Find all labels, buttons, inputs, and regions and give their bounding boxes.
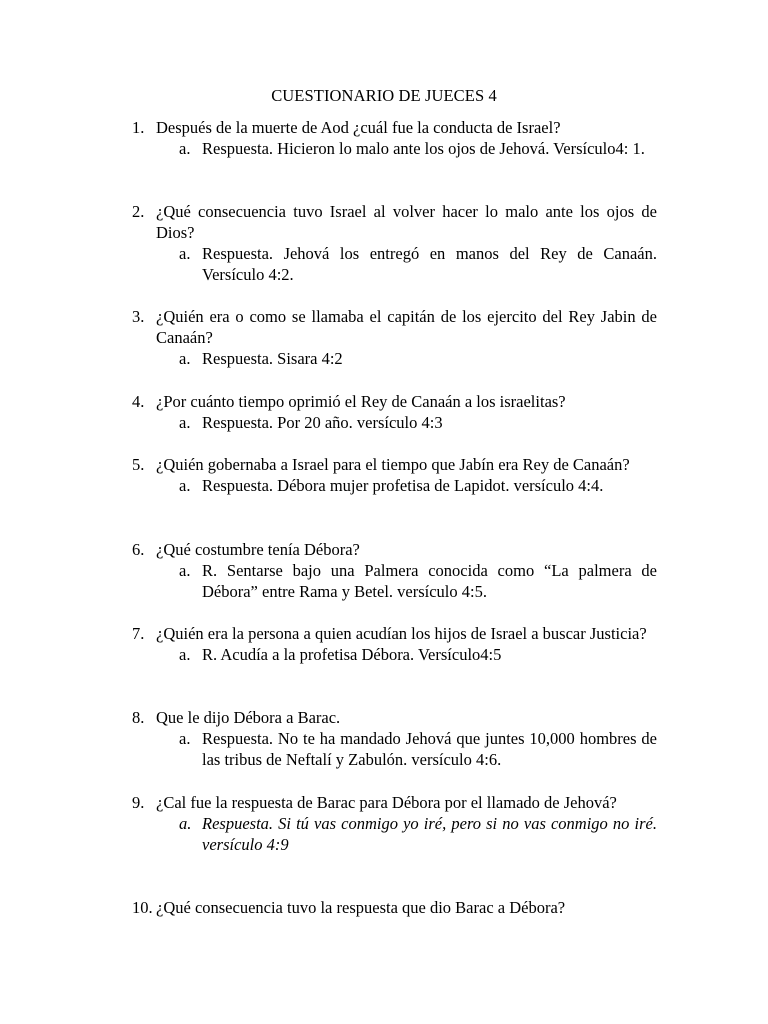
- question-item: [132, 201, 657, 285]
- question-number: 3.: [132, 307, 145, 326]
- question-item: [132, 454, 657, 496]
- answer-item: [179, 412, 657, 433]
- answer-letter: a.: [179, 139, 191, 158]
- answer-item: [179, 475, 657, 496]
- question-item: [132, 707, 657, 770]
- answer-item: [179, 138, 657, 159]
- question-item: [132, 792, 657, 855]
- question-item: [132, 539, 657, 602]
- answer-letter: a.: [179, 476, 191, 495]
- question-item: [132, 306, 657, 369]
- question-number: 6.: [132, 540, 145, 559]
- question-item: [132, 623, 657, 665]
- answer-item: [179, 728, 657, 770]
- answer-letter: a.: [179, 814, 192, 833]
- question-number: 1.: [132, 118, 145, 137]
- answer-text: Respuesta. Por 20 año. versículo 4:3: [202, 413, 443, 432]
- answer-letter: a.: [179, 561, 191, 580]
- answer-text: R. Sentarse bajo una Palmera conocida como “La palmera de Débora” entre Rama y Betel. versículo 4:5.: [202, 561, 657, 601]
- question-item: [132, 897, 657, 918]
- question-number: 4.: [132, 392, 145, 411]
- question-number: 9.: [132, 793, 145, 812]
- question-number: 5.: [132, 455, 145, 474]
- question-text: ¿Quién era o como se llamaba el capitán de los ejercito del Rey Jabin de Canaán?: [156, 307, 657, 347]
- answer-text: R. Acudía a la profetisa Débora. Versículo4:5: [202, 645, 502, 664]
- answer-item: [179, 243, 657, 285]
- answer-item: [179, 560, 657, 602]
- answer-item: [179, 644, 657, 665]
- question-text: ¿Qué consecuencia tuvo Israel al volver hacer lo malo ante los ojos de Dios?: [156, 202, 657, 242]
- answer-text: Respuesta. Jehová los entregó en manos del Rey de Canaán. Versículo 4:2.: [202, 244, 657, 284]
- answer-letter: a.: [179, 645, 191, 664]
- question-text: ¿Qué consecuencia tuvo la respuesta que dio Barac a Débora?: [156, 898, 566, 917]
- answer-letter: a.: [179, 413, 191, 432]
- answer-letter: a.: [179, 244, 191, 263]
- question-text: Que le dijo Débora a Barac.: [156, 708, 341, 727]
- answer-text: Respuesta. No te ha mandado Jehová que juntes 10,000 hombres de las tribus de Neftalí y Zabulón. versículo 4:6.: [202, 729, 657, 769]
- question-text: Después de la muerte de Aod ¿cuál fue la conducta de Israel?: [156, 118, 561, 137]
- question-number: 7.: [132, 624, 145, 643]
- answer-text: Respuesta. Sisara 4:2: [202, 349, 343, 368]
- question-text: ¿Por cuánto tiempo oprimió el Rey de Canaán a los israelitas?: [156, 392, 566, 411]
- question-number: 8.: [132, 708, 145, 727]
- answer-letter: a.: [179, 729, 191, 748]
- answer-letter: a.: [179, 349, 191, 368]
- question-item: [132, 391, 657, 433]
- answer-text: Respuesta. Si tú vas conmigo yo iré, pero si no vas conmigo no iré. versículo 4:9: [202, 814, 657, 854]
- answer-text: Respuesta. Débora mujer profetisa de Lapidot. versículo 4:4.: [202, 476, 604, 495]
- question-number: 10.: [132, 898, 153, 917]
- answer-text: Respuesta. Hicieron lo malo ante los ojos de Jehová. Versículo4: 1.: [202, 139, 645, 158]
- question-text: ¿Quién gobernaba a Israel para el tiempo que Jabín era Rey de Canaán?: [156, 455, 630, 474]
- question-text: ¿Quién era la persona a quien acudían los hijos de Israel a buscar Justicia?: [156, 624, 647, 643]
- answer-item: [179, 813, 657, 855]
- document-title: CUESTIONARIO DE JUECES 4: [271, 86, 497, 105]
- question-text: ¿Cal fue la respuesta de Barac para Débora por el llamado de Jehová?: [156, 793, 617, 812]
- question-text: ¿Qué costumbre tenía Débora?: [156, 540, 360, 559]
- answer-item: [179, 348, 657, 369]
- question-number: 2.: [132, 202, 145, 221]
- question-item: [132, 117, 657, 159]
